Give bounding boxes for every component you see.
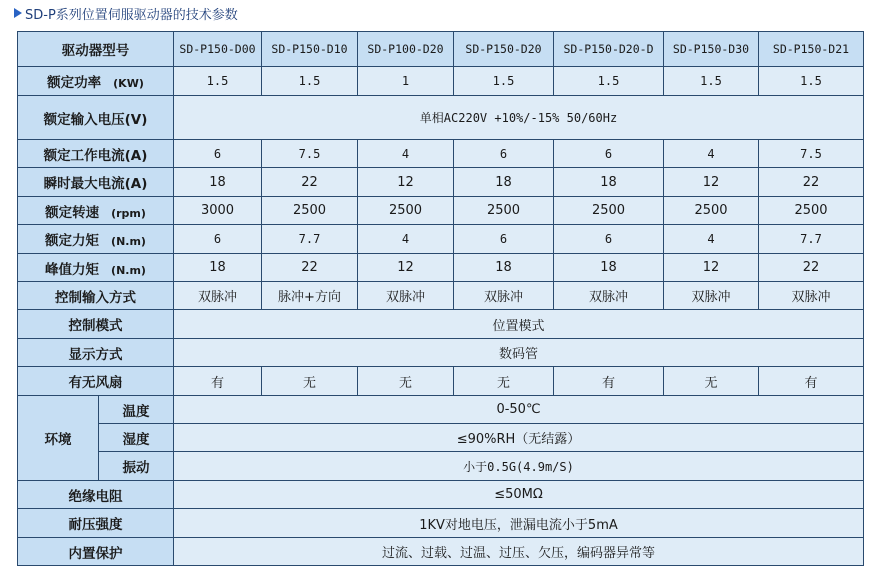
table-cell: 6 bbox=[454, 225, 554, 254]
table-cell: 6 bbox=[174, 225, 262, 254]
row-label-withstand: 耐压强度 bbox=[18, 509, 174, 538]
table-cell: 4 bbox=[664, 225, 759, 254]
table-cell: 22 bbox=[262, 168, 358, 197]
table-cell: 1.5 bbox=[554, 67, 664, 96]
model-name: SD-P100-D20 bbox=[358, 32, 454, 67]
table-cell: 12 bbox=[664, 168, 759, 197]
control-mode-value: 位置模式 bbox=[174, 310, 864, 339]
table-row-peak-current bbox=[18, 168, 864, 197]
table-cell: 18 bbox=[174, 254, 262, 282]
table-row-current bbox=[18, 140, 864, 168]
table-cell: 18 bbox=[554, 168, 664, 197]
table-cell: 无 bbox=[454, 367, 554, 396]
unit-text: (KW) bbox=[113, 77, 144, 90]
row-label-current: 额定工作电流(A) bbox=[18, 140, 174, 168]
label-text: 额定功率 bbox=[47, 75, 102, 91]
table-cell: 1.5 bbox=[262, 67, 358, 96]
table-row-control-mode bbox=[18, 310, 864, 339]
table-cell: 6 bbox=[554, 225, 664, 254]
table-cell: 18 bbox=[174, 168, 262, 197]
table-row-peak-torque bbox=[18, 254, 864, 282]
table-cell: 无 bbox=[664, 367, 759, 396]
table-cell: 2500 bbox=[358, 197, 454, 225]
row-label-insulation: 绝缘电阻 bbox=[18, 481, 174, 509]
table-row-control-input bbox=[18, 282, 864, 310]
table-row-protection bbox=[18, 538, 864, 566]
sub-label-temperature: 温度 bbox=[99, 396, 174, 424]
table-cell: 2500 bbox=[759, 197, 864, 225]
table-cell: 4 bbox=[358, 140, 454, 168]
table-cell: 双脉冲 bbox=[759, 282, 864, 310]
table-cell: 7.7 bbox=[759, 225, 864, 254]
model-header-label: 驱动器型号 bbox=[18, 32, 174, 67]
header-row bbox=[18, 32, 864, 67]
model-name: SD-P150-D10 bbox=[262, 32, 358, 67]
table-cell: 1.5 bbox=[664, 67, 759, 96]
table-cell: 2500 bbox=[262, 197, 358, 225]
table-cell: 双脉冲 bbox=[454, 282, 554, 310]
unit-text: (rpm) bbox=[111, 206, 146, 220]
table-cell: 3000 bbox=[174, 197, 262, 225]
row-label-input-voltage: 额定输入电压(V) bbox=[18, 96, 174, 140]
table-row-vibration bbox=[18, 452, 864, 481]
table-row-display bbox=[18, 339, 864, 367]
table-cell: 6 bbox=[174, 140, 262, 168]
table-row-power bbox=[18, 67, 864, 96]
table-cell: 双脉冲 bbox=[554, 282, 664, 310]
table-cell: 1 bbox=[358, 67, 454, 96]
table-cell: 6 bbox=[554, 140, 664, 168]
model-name: SD-P150-D00 bbox=[174, 32, 262, 67]
vibration-value: 小于0.5G(4.9m/S) bbox=[174, 452, 864, 481]
model-name: SD-P150-D21 bbox=[759, 32, 864, 67]
table-cell: 2500 bbox=[664, 197, 759, 225]
table-row-input-voltage bbox=[18, 96, 864, 140]
table-cell: 有 bbox=[554, 367, 664, 396]
table-cell: 1.5 bbox=[174, 67, 262, 96]
model-name: SD-P150-D20 bbox=[454, 32, 554, 67]
table-cell: 双脉冲 bbox=[664, 282, 759, 310]
table-cell: 双脉冲 bbox=[358, 282, 454, 310]
table-cell: 22 bbox=[759, 168, 864, 197]
row-label-power bbox=[18, 67, 174, 96]
row-label-fan: 有无风扇 bbox=[18, 367, 174, 396]
table-cell: 有 bbox=[759, 367, 864, 396]
row-label-environment: 环境 bbox=[18, 396, 99, 481]
sub-label-humidity: 湿度 bbox=[99, 424, 174, 452]
table-cell: 4 bbox=[664, 140, 759, 168]
withstand-value: 1KV对地电压，泄漏电流小于5mA bbox=[174, 509, 864, 538]
row-label-protection: 内置保护 bbox=[18, 538, 174, 566]
triangle-bullet-icon bbox=[14, 8, 22, 18]
input-voltage-value: 单相AC220V +10%/-15% 50/60Hz bbox=[174, 96, 864, 140]
table-cell: 6 bbox=[454, 140, 554, 168]
sub-label-vibration: 振动 bbox=[99, 452, 174, 481]
table-cell: 12 bbox=[664, 254, 759, 282]
table-row-speed bbox=[18, 197, 864, 225]
label-text: 峰值力矩 bbox=[45, 261, 100, 278]
row-label-control-mode: 控制模式 bbox=[18, 310, 174, 339]
row-label-torque bbox=[18, 225, 174, 254]
table-cell: 18 bbox=[454, 254, 554, 282]
table-cell: 脉冲+方向 bbox=[262, 282, 358, 310]
row-label-peak-torque bbox=[18, 254, 174, 282]
table-row-fan bbox=[18, 367, 864, 396]
model-name: SD-P150-D20-D bbox=[554, 32, 664, 67]
temperature-value: 0-50℃ bbox=[174, 396, 864, 424]
table-cell: 4 bbox=[358, 225, 454, 254]
table-cell: 18 bbox=[454, 168, 554, 197]
table-row-humidity bbox=[18, 424, 864, 452]
insulation-value: ≤50MΩ bbox=[174, 481, 864, 509]
table-cell: 有 bbox=[174, 367, 262, 396]
section-heading-text: SD-P系列位置伺服驱动器的技术参数 bbox=[25, 7, 238, 23]
display-value: 数码管 bbox=[174, 339, 864, 367]
table-cell: 18 bbox=[554, 254, 664, 282]
protection-value: 过流、过载、过温、过压、欠压，编码器异常等 bbox=[174, 538, 864, 566]
model-name: SD-P150-D30 bbox=[664, 32, 759, 67]
unit-text: (N.m) bbox=[111, 263, 146, 277]
table-cell: 双脉冲 bbox=[174, 282, 262, 310]
table-cell: 22 bbox=[759, 254, 864, 282]
table-cell: 2500 bbox=[554, 197, 664, 225]
row-label-display: 显示方式 bbox=[18, 339, 174, 367]
table-cell: 无 bbox=[262, 367, 358, 396]
row-label-control-input: 控制输入方式 bbox=[18, 282, 174, 310]
table-cell: 7.7 bbox=[262, 225, 358, 254]
table-cell: 7.5 bbox=[759, 140, 864, 168]
table-cell: 12 bbox=[358, 168, 454, 197]
table-cell: 1.5 bbox=[759, 67, 864, 96]
label-text: 额定转速 bbox=[45, 204, 100, 221]
table-cell: 12 bbox=[358, 254, 454, 282]
table-cell: 1.5 bbox=[454, 67, 554, 96]
row-label-peak-current: 瞬时最大电流(A) bbox=[18, 168, 174, 197]
table-row-withstand bbox=[18, 509, 864, 538]
table-row-insulation bbox=[18, 481, 864, 509]
table-row-temperature bbox=[18, 396, 864, 424]
spec-table bbox=[17, 31, 864, 566]
humidity-value: ≤90%RH（无结露） bbox=[174, 424, 864, 452]
table-cell: 2500 bbox=[454, 197, 554, 225]
table-cell: 22 bbox=[262, 254, 358, 282]
table-cell: 无 bbox=[358, 367, 454, 396]
table-row-torque bbox=[18, 225, 864, 254]
unit-text: (N.m) bbox=[111, 235, 146, 248]
label-text: 额定力矩 bbox=[45, 233, 100, 249]
row-label-speed bbox=[18, 197, 174, 225]
section-heading bbox=[14, 3, 238, 23]
table-cell: 7.5 bbox=[262, 140, 358, 168]
